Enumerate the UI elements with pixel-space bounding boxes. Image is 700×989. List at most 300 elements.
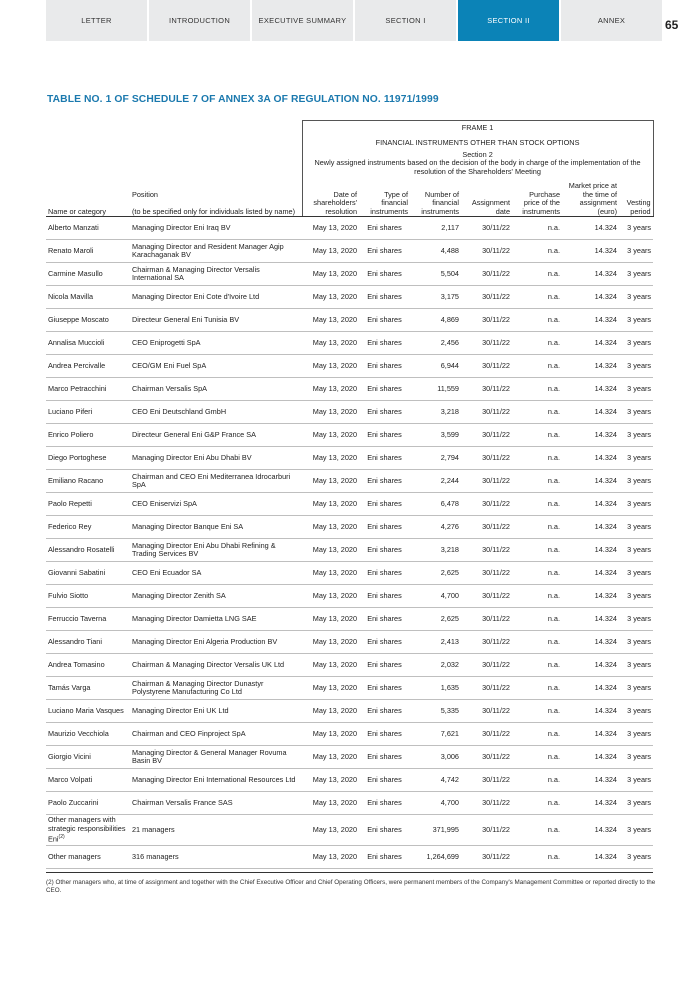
cell-vesting-text: 3 years (627, 728, 652, 738)
cell-purchase-price (512, 631, 562, 654)
cell-type (359, 769, 410, 792)
cell-type-text: Eni shares (367, 751, 402, 761)
cell-name-text: Fulvio Siotto (48, 590, 89, 600)
cell-assignment-date (461, 769, 512, 792)
cell-vesting (619, 516, 653, 539)
cell-name-text: Marco Volpati (48, 774, 93, 784)
cell-assignment-date-text: 30/11/22 (482, 268, 510, 278)
cell-position (130, 677, 302, 700)
cell-position (130, 631, 302, 654)
cell-market-price (562, 792, 619, 815)
cell-name-text: Maurizio Vecchiola (48, 728, 109, 738)
cell-position-text: Managing Director Eni Abu Dhabi Refining & Trading Services BV (132, 540, 276, 558)
cell-number-text: 3,218 (440, 544, 459, 554)
cell-position-text: CEO/GM Eni Fuel SpA (132, 360, 207, 370)
cell-vesting-text: 3 years (627, 590, 652, 600)
cell-market-price-text: 14.324 (594, 337, 617, 347)
cell-date (302, 263, 359, 286)
cell-vesting-text: 3 years (627, 636, 652, 646)
cell-vesting-text: 3 years (627, 452, 652, 462)
cell-date-text: May 13, 2020 (312, 291, 357, 301)
cell-type (359, 355, 410, 378)
cell-vesting-text: 3 years (627, 268, 652, 278)
cell-type-text: Eni shares (367, 383, 402, 393)
cell-assignment-date (461, 240, 512, 263)
cell-name (46, 562, 130, 585)
col-position (130, 176, 302, 217)
cell-assignment-date-text: 30/11/22 (482, 636, 510, 646)
cell-name-text: Carmine Masullo (48, 268, 103, 278)
cell-market-price (562, 470, 619, 493)
cell-market-price-text: 14.324 (594, 521, 617, 531)
cell-name (46, 792, 130, 815)
cell-market-price (562, 493, 619, 516)
cell-name (46, 309, 130, 332)
cell-name-text: Enrico Poliero (48, 429, 94, 439)
table-row (46, 608, 653, 631)
cell-vesting (619, 677, 653, 700)
table-row (46, 654, 653, 677)
cell-type (359, 539, 410, 562)
cell-assignment-date (461, 677, 512, 700)
cell-market-price (562, 654, 619, 677)
table-row (46, 332, 653, 355)
cell-market-price-text: 14.324 (594, 797, 617, 807)
cell-market-price (562, 424, 619, 447)
cell-vesting-text: 3 years (627, 567, 652, 577)
cell-position-text: Directeur General Eni Tunisia BV (132, 314, 240, 324)
col-type: Type of financial instruments (359, 176, 410, 217)
cell-vesting (619, 378, 653, 401)
cell-assignment-date-text: 30/11/22 (482, 590, 510, 600)
cell-type-text: Eni shares (367, 824, 402, 834)
cell-assignment-date (461, 608, 512, 631)
cell-market-price (562, 608, 619, 631)
cell-market-price-text: 14.324 (594, 544, 617, 554)
cell-name (46, 217, 130, 240)
table-body (46, 217, 653, 869)
cell-position-text: Managing Director Eni Iraq BV (132, 222, 231, 232)
cell-date (302, 585, 359, 608)
table-row (46, 746, 653, 769)
cell-purchase-price-text: n.a. (547, 498, 560, 508)
cell-date-text: May 13, 2020 (312, 705, 357, 715)
cell-market-price-text: 14.324 (594, 659, 617, 669)
cell-purchase-price-text: n.a. (547, 314, 560, 324)
cell-type-text: Eni shares (367, 406, 402, 416)
cell-number-text: 4,700 (440, 797, 459, 807)
cell-purchase-price-text: n.a. (547, 636, 560, 646)
cell-name-text: Alessandro Rosatelli (48, 544, 115, 554)
cell-name (46, 240, 130, 263)
cell-number-text: 4,488 (440, 245, 459, 255)
cell-position (130, 562, 302, 585)
cell-position-text: Chairman & Managing Director Versalis International SA (132, 264, 260, 282)
cell-date (302, 332, 359, 355)
cell-assignment-date-text: 30/11/22 (482, 728, 510, 738)
cell-number (410, 263, 461, 286)
cell-number-text: 2,625 (440, 613, 459, 623)
cell-name-text: Paolo Repetti (48, 498, 92, 508)
tab-letter[interactable]: LETTER (46, 0, 147, 41)
cell-name (46, 631, 130, 654)
cell-name (46, 769, 130, 792)
cell-assignment-date (461, 217, 512, 240)
cell-type-text: Eni shares (367, 498, 402, 508)
cell-date-text: May 13, 2020 (312, 774, 357, 784)
cell-type-text: Eni shares (367, 475, 402, 485)
cell-position (130, 815, 302, 846)
cell-date-text: May 13, 2020 (312, 636, 357, 646)
cell-market-price-text: 14.324 (594, 824, 617, 834)
cell-name-text: Emiliano Racano (48, 475, 104, 485)
footnote: (2) Other managers who, at time of assignment and together with the Chief Executive Officer and Chief Operating Officers, were permanent members of the Company's Management Committee or reported directly to the CEO. (46, 879, 656, 895)
cell-number (410, 332, 461, 355)
cell-position-text: Managing Director Eni Algeria Production BV (132, 636, 278, 646)
cell-market-price-text: 14.324 (594, 452, 617, 462)
cell-vesting-text: 3 years (627, 475, 652, 485)
cell-market-price (562, 263, 619, 286)
col-name: Name or category (46, 176, 130, 217)
table-row (46, 378, 653, 401)
cell-vesting (619, 700, 653, 723)
cell-purchase-price (512, 355, 562, 378)
cell-vesting (619, 815, 653, 846)
cell-vesting-text: 3 years (627, 406, 652, 416)
cell-name (46, 447, 130, 470)
cell-assignment-date (461, 424, 512, 447)
cell-vesting (619, 286, 653, 309)
cell-type (359, 723, 410, 746)
cell-number (410, 723, 461, 746)
cell-position (130, 355, 302, 378)
cell-date (302, 654, 359, 677)
cell-type (359, 792, 410, 815)
footnote-marker: (2) (58, 833, 65, 840)
table-row (46, 309, 653, 332)
cell-vesting-text: 3 years (627, 797, 652, 807)
cell-vesting-text: 3 years (627, 360, 652, 370)
cell-date-text: May 13, 2020 (312, 452, 357, 462)
cell-name-text: Tamás Varga (48, 682, 91, 692)
col-position-title: Position (132, 190, 158, 199)
compensation-table (46, 120, 654, 869)
cell-position (130, 654, 302, 677)
cell-market-price (562, 309, 619, 332)
section-tabs (46, 0, 664, 41)
cell-position (130, 332, 302, 355)
table-row (46, 401, 653, 424)
cell-vesting (619, 846, 653, 869)
cell-name (46, 539, 130, 562)
cell-type (359, 447, 410, 470)
cell-name-text: Giuseppe Moscato (48, 314, 109, 324)
cell-position-text: Managing Director Eni International Resources Ltd (132, 774, 296, 784)
cell-purchase-price (512, 846, 562, 869)
cell-assignment-date (461, 378, 512, 401)
cell-type-text: Eni shares (367, 705, 402, 715)
cell-vesting-text: 3 years (627, 429, 652, 439)
cell-purchase-price (512, 516, 562, 539)
cell-type (359, 846, 410, 869)
tab-executive-summary[interactable]: EXECUTIVE SUMMARY (252, 0, 353, 41)
tab-section-ii[interactable]: SECTION II (458, 0, 559, 41)
cell-name-text: Alessandro Tiani (48, 636, 102, 646)
cell-purchase-price (512, 700, 562, 723)
cell-date-text: May 13, 2020 (312, 314, 357, 324)
cell-market-price (562, 631, 619, 654)
cell-type (359, 815, 410, 846)
cell-market-price-text: 14.324 (594, 245, 617, 255)
col-date: Date of shareholders' resolution (302, 176, 359, 217)
cell-assignment-date-text: 30/11/22 (482, 337, 510, 347)
cell-vesting (619, 263, 653, 286)
cell-position (130, 723, 302, 746)
cell-vesting (619, 792, 653, 815)
cell-market-price (562, 677, 619, 700)
cell-vesting (619, 654, 653, 677)
cell-name (46, 846, 130, 869)
cell-position-text: Chairman and CEO Finproject SpA (132, 728, 246, 738)
cell-name (46, 493, 130, 516)
cell-number (410, 677, 461, 700)
cell-market-price (562, 562, 619, 585)
cell-date-text: May 13, 2020 (312, 337, 357, 347)
cell-vesting-text: 3 years (627, 824, 652, 834)
cell-market-price (562, 846, 619, 869)
cell-assignment-date-text: 30/11/22 (482, 774, 510, 784)
table-row (46, 562, 653, 585)
cell-position (130, 493, 302, 516)
cell-name-text: Alberto Manzati (48, 222, 99, 232)
cell-purchase-price-text: n.a. (547, 613, 560, 623)
cell-assignment-date (461, 746, 512, 769)
cell-type (359, 585, 410, 608)
cell-purchase-price (512, 424, 562, 447)
table-row (46, 631, 653, 654)
cell-assignment-date (461, 723, 512, 746)
cell-number-text: 5,504 (440, 268, 459, 278)
cell-assignment-date (461, 562, 512, 585)
cell-purchase-price-text: n.a. (547, 291, 560, 301)
cell-name-text: Paolo Zuccarini (48, 797, 99, 807)
cell-purchase-price-text: n.a. (547, 521, 560, 531)
cell-assignment-date-text: 30/11/22 (482, 498, 510, 508)
cell-name (46, 746, 130, 769)
cell-assignment-date (461, 355, 512, 378)
cell-position (130, 217, 302, 240)
table-row (46, 286, 653, 309)
cell-type-text: Eni shares (367, 268, 402, 278)
cell-type-text: Eni shares (367, 851, 402, 861)
cell-assignment-date-text: 30/11/22 (482, 751, 510, 761)
table-row (46, 539, 653, 562)
table-row (46, 815, 653, 846)
cell-date (302, 608, 359, 631)
tab-section-i[interactable]: SECTION I (355, 0, 456, 41)
cell-market-price-text: 14.324 (594, 705, 617, 715)
cell-market-price (562, 332, 619, 355)
cell-date (302, 815, 359, 846)
col-position-note: (to be specified only for individuals listed by name) (132, 206, 296, 216)
cell-assignment-date-text: 30/11/22 (482, 705, 510, 715)
cell-type (359, 263, 410, 286)
cell-type (359, 631, 410, 654)
cell-purchase-price-text: n.a. (547, 360, 560, 370)
cell-market-price (562, 723, 619, 746)
cell-assignment-date (461, 846, 512, 869)
cell-vesting (619, 424, 653, 447)
cell-purchase-price-text: n.a. (547, 682, 560, 692)
cell-purchase-price-text: n.a. (547, 383, 560, 393)
cell-number-text: 2,625 (440, 567, 459, 577)
cell-assignment-date-text: 30/11/22 (482, 544, 510, 554)
cell-vesting-text: 3 years (627, 291, 652, 301)
cell-type (359, 309, 410, 332)
cell-date-text: May 13, 2020 (312, 659, 357, 669)
cell-position (130, 846, 302, 869)
cell-purchase-price (512, 562, 562, 585)
cell-date-text: May 13, 2020 (312, 521, 357, 531)
cell-number (410, 846, 461, 869)
cell-date-text: May 13, 2020 (312, 567, 357, 577)
cell-type (359, 424, 410, 447)
cell-assignment-date-text: 30/11/22 (482, 567, 510, 577)
cell-assignment-date-text: 30/11/22 (482, 222, 510, 232)
cell-assignment-date (461, 332, 512, 355)
cell-purchase-price (512, 217, 562, 240)
cell-purchase-price-text: n.a. (547, 728, 560, 738)
cell-number-text: 1,264,699 (426, 851, 459, 861)
tab-annex[interactable]: ANNEX (561, 0, 662, 41)
cell-number-text: 1,635 (440, 682, 459, 692)
cell-type-text: Eni shares (367, 774, 402, 784)
cell-name (46, 263, 130, 286)
cell-vesting-text: 3 years (627, 851, 652, 861)
table-row (46, 792, 653, 815)
cell-name (46, 815, 130, 846)
cell-date (302, 723, 359, 746)
cell-vesting (619, 746, 653, 769)
cell-position (130, 286, 302, 309)
cell-type (359, 700, 410, 723)
cell-assignment-date (461, 309, 512, 332)
cell-date (302, 746, 359, 769)
cell-number-text: 2,244 (440, 475, 459, 485)
cell-vesting (619, 608, 653, 631)
cell-purchase-price-text: n.a. (547, 659, 560, 669)
cell-assignment-date (461, 654, 512, 677)
cell-purchase-price (512, 677, 562, 700)
cell-number (410, 447, 461, 470)
cell-date (302, 447, 359, 470)
cell-name-text: Luciano Maria Vasques (48, 705, 124, 715)
cell-position-text: Managing Director Zenith SA (132, 590, 226, 600)
cell-date (302, 470, 359, 493)
cell-position (130, 792, 302, 815)
cell-type-text: Eni shares (367, 590, 402, 600)
cell-position-text: Chairman and CEO Eni Mediterranea Idrocarburi SpA (132, 471, 291, 489)
table-bottom-rule (46, 872, 653, 873)
cell-purchase-price-text: n.a. (547, 774, 560, 784)
cell-assignment-date-text: 30/11/22 (482, 452, 510, 462)
table-row (46, 516, 653, 539)
cell-name (46, 355, 130, 378)
cell-name (46, 723, 130, 746)
cell-type-text: Eni shares (367, 567, 402, 577)
cell-market-price (562, 769, 619, 792)
cell-type (359, 240, 410, 263)
cell-name (46, 585, 130, 608)
cell-date-text: May 13, 2020 (312, 383, 357, 393)
cell-market-price-text: 14.324 (594, 314, 617, 324)
cell-assignment-date-text: 30/11/22 (482, 613, 510, 623)
cell-number-text: 2,794 (440, 452, 459, 462)
cell-name-text: Diego Portoghese (48, 452, 107, 462)
cell-name (46, 332, 130, 355)
cell-assignment-date (461, 401, 512, 424)
cell-date (302, 286, 359, 309)
table-row (46, 769, 653, 792)
cell-market-price (562, 378, 619, 401)
cell-date-text: May 13, 2020 (312, 360, 357, 370)
cell-number (410, 562, 461, 585)
cell-purchase-price (512, 286, 562, 309)
cell-vesting-text: 3 years (627, 774, 652, 784)
cell-date (302, 631, 359, 654)
cell-type-text: Eni shares (367, 291, 402, 301)
cell-vesting-text: 3 years (627, 705, 652, 715)
cell-purchase-price (512, 723, 562, 746)
cell-position (130, 746, 302, 769)
table-row (46, 263, 653, 286)
cell-purchase-price (512, 378, 562, 401)
cell-name-text: Andrea Percivalle (48, 360, 106, 370)
cell-name (46, 516, 130, 539)
table-row (46, 846, 653, 869)
cell-market-price (562, 539, 619, 562)
cell-date-text: May 13, 2020 (312, 222, 357, 232)
cell-name-text: Giovanni Sabatini (48, 567, 106, 577)
cell-date-text: May 13, 2020 (312, 797, 357, 807)
col-vesting: Vesting period (619, 176, 653, 217)
cell-type (359, 401, 410, 424)
cell-market-price (562, 746, 619, 769)
cell-name-text: Marco Petracchini (48, 383, 107, 393)
cell-vesting (619, 309, 653, 332)
cell-date-text: May 13, 2020 (312, 406, 357, 416)
cell-purchase-price-text: n.a. (547, 245, 560, 255)
cell-assignment-date (461, 516, 512, 539)
cell-market-price-text: 14.324 (594, 613, 617, 623)
cell-market-price-text: 14.324 (594, 383, 617, 393)
table-row (46, 493, 653, 516)
cell-date-text: May 13, 2020 (312, 824, 357, 834)
tab-introduction[interactable]: INTRODUCTION (149, 0, 250, 41)
cell-vesting-text: 3 years (627, 751, 652, 761)
cell-number-text: 2,456 (440, 337, 459, 347)
cell-purchase-price-text: n.a. (547, 406, 560, 416)
cell-name-text: Annalisa Muccioli (48, 337, 105, 347)
col-assign: Assignment date (461, 176, 512, 217)
cell-market-price (562, 585, 619, 608)
cell-number-text: 2,413 (440, 636, 459, 646)
cell-date-text: May 13, 2020 (312, 613, 357, 623)
cell-type (359, 677, 410, 700)
cell-market-price-text: 14.324 (594, 751, 617, 761)
cell-name-text: Federico Rey (48, 521, 92, 531)
cell-type-text: Eni shares (367, 452, 402, 462)
